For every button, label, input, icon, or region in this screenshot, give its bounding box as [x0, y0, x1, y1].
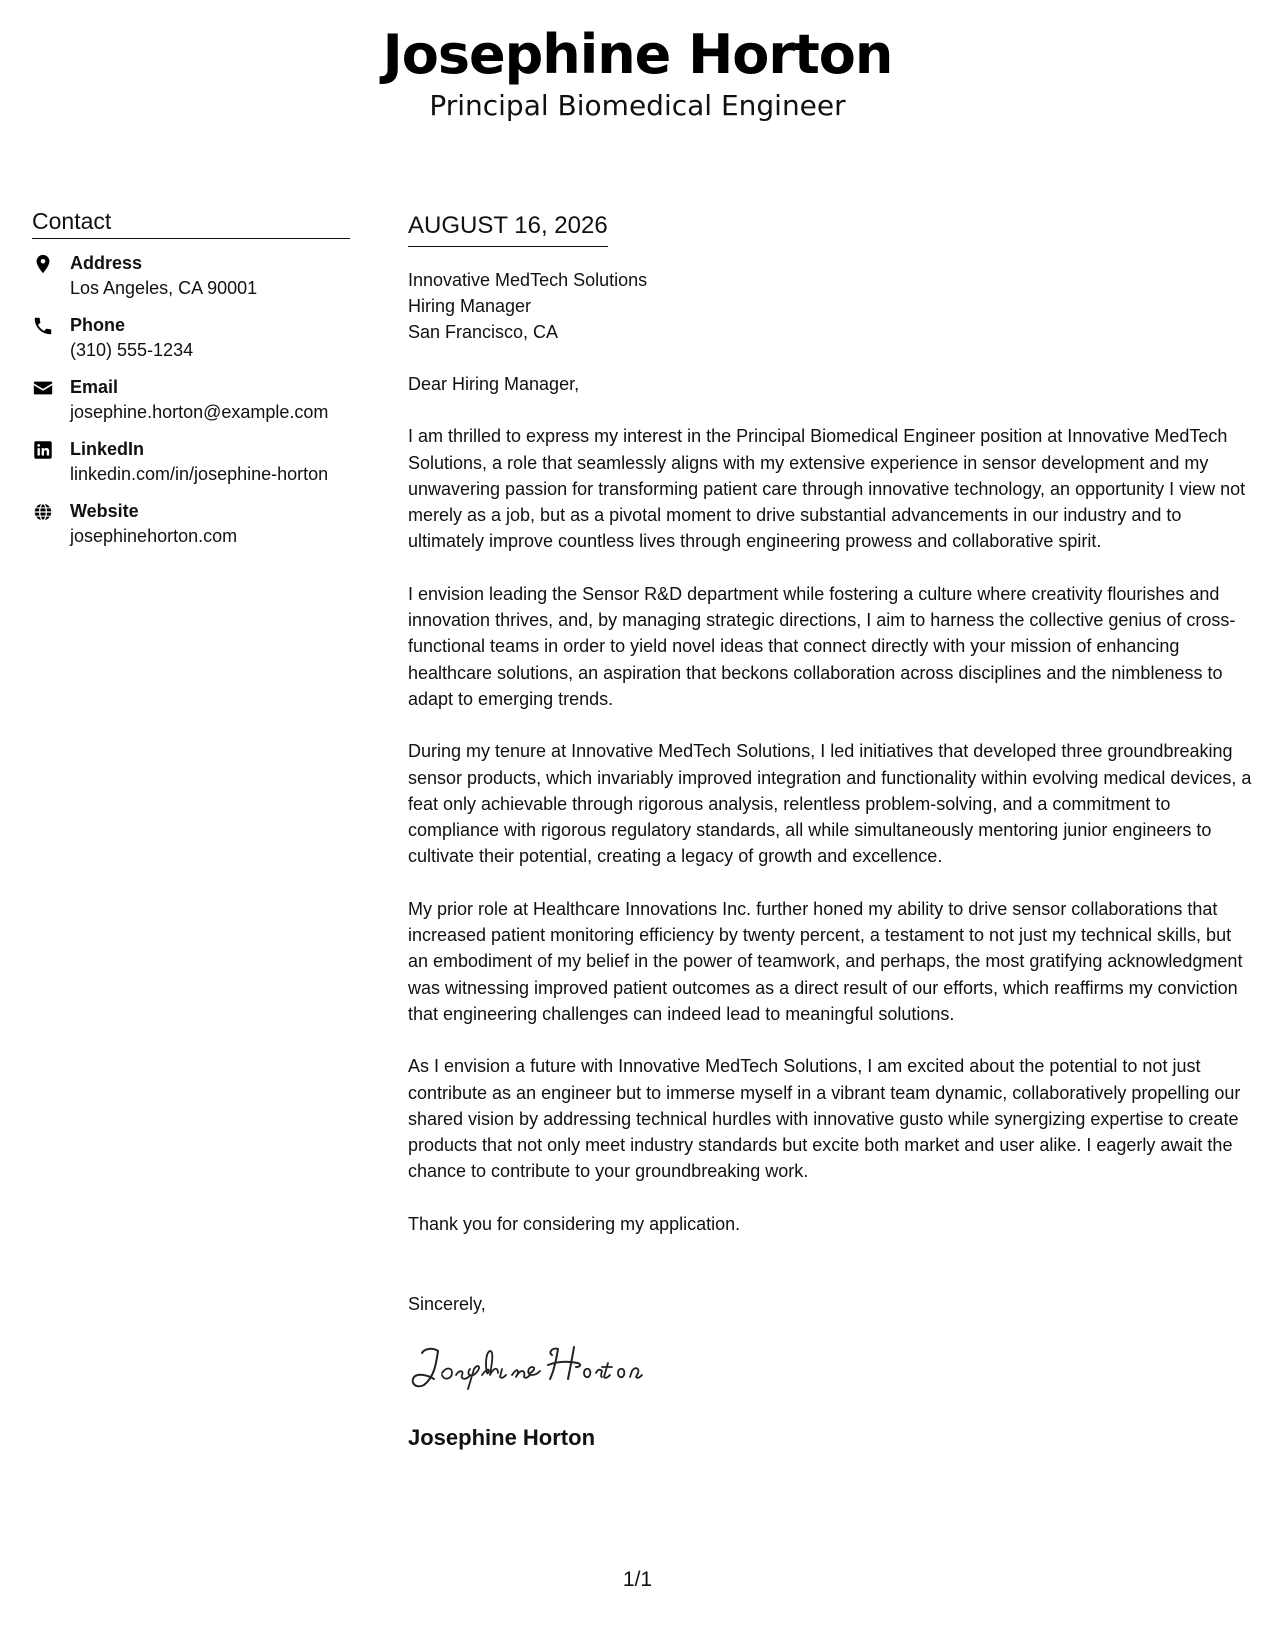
contact-value: (310) 555-1234	[70, 340, 194, 360]
letter-paragraph: My prior role at Healthcare Innovations Inc. further honed my ability to drive sensor collaborations that increased patient monitoring efficiency by twenty percent, a testament to not just my technical skills, but an embodiment of my belief in the power of teamwork, and perhaps, the most gratifying acknowledgment was witnessing improved patient outcomes as a direct result of our efforts, which reaffirms my conviction that engineering challenges can indeed lead to meaningful solutions.	[408, 898, 1243, 1024]
contact-item-linkedin	[32, 437, 350, 487]
handwritten-signature	[408, 1339, 668, 1395]
recipient-block	[408, 267, 1253, 345]
location-pin-icon	[32, 253, 54, 275]
globe-icon	[32, 501, 54, 523]
letter-paragraph: As I envision a future with Innovative MedTech Solutions, I am excited about the potential to not just contribute as an engineer but to immerse myself in a vibrant team dynamic, collaboratively propelling our shared vision by addressing technical hurdles with innovative gusto while synergizing expertise to create products that not only meet industry standards but excite both market and user alike. I eagerly await the chance to contribute to your groundbreaking work.	[408, 1056, 1241, 1182]
letter-date: AUGUST 16, 2026	[408, 210, 608, 247]
contact-value: Los Angeles, CA 90001	[70, 278, 258, 298]
contact-value: linkedin.com/in/josephine-horton	[70, 464, 329, 484]
phone-icon	[32, 315, 54, 337]
letter-paragraph: During my tenure at Innovative MedTech Solutions, I led initiatives that developed three groundbreaking sensor products, which invariably improved integration and functionality within evolving medical devices, a feat only achievable through rigorous analysis, relentless problem-solving, and a commitment to compliance with rigorous regulatory standards, all while simultaneously mentoring junior engineers to cultivate their potential, creating a legacy of growth and excellence.	[408, 741, 1252, 867]
contact-sidebar	[32, 206, 350, 561]
recipient-company: Innovative MedTech Solutions	[408, 270, 648, 290]
applicant-name: Josephine Horton	[382, 23, 893, 86]
contact-item-address	[32, 251, 350, 301]
contact-value: josephine.horton@example.com	[70, 402, 329, 422]
letter-paragraph: I am thrilled to express my interest in the Principal Biomedical Engineer position at Innovative MedTech Solutions, a role that seamlessly aligns with my extensive experience in sensor development and my unwavering passion for transforming patient care through innovative technology, an opportunity I view not merely as a job, but as a pivotal moment to drive substantial advancements in our industry and to ultimately improve countless lives through engineering prowess and collaborative spirit.	[408, 426, 1246, 552]
page-number: 1/1	[622, 1568, 653, 1591]
thanks-line: Thank you for considering my application.	[408, 1213, 741, 1234]
letter-paragraph: I envision leading the Sensor R&D department while fostering a culture where creativity flourishes and innovation thrives, and, by managing strategic directions, I aim to harness the collective genius of cross-functional teams in order to yield novel ideas that connect directly with your mission of enhancing healthcare solutions, an aspiration that beckons collaboration across disciplines and the nimbleness to adapt to emerging trends.	[408, 583, 1236, 709]
applicant-title: Principal Biomedical Engineer	[429, 89, 846, 122]
recipient-attention: Hiring Manager	[408, 296, 532, 316]
envelope-icon	[32, 377, 54, 399]
linkedin-icon	[32, 439, 54, 461]
contact-label: Email	[70, 377, 119, 397]
recipient-location: San Francisco, CA	[408, 322, 559, 342]
contact-item-email	[32, 375, 350, 425]
contact-value: josephinehorton.com	[70, 526, 238, 546]
letter-body	[408, 210, 1253, 1453]
contact-item-phone	[32, 313, 350, 363]
contact-item-website	[32, 499, 350, 549]
contact-label: Website	[70, 501, 139, 521]
signed-name: Josephine Horton	[408, 1424, 596, 1450]
closing-line: Sincerely,	[408, 1294, 486, 1315]
salutation: Dear Hiring Manager,	[408, 374, 580, 394]
document-header	[0, 22, 1275, 124]
contact-heading: Contact	[32, 206, 350, 239]
contact-label: LinkedIn	[70, 439, 145, 459]
contact-label: Phone	[70, 315, 126, 335]
contact-label: Address	[70, 253, 143, 273]
